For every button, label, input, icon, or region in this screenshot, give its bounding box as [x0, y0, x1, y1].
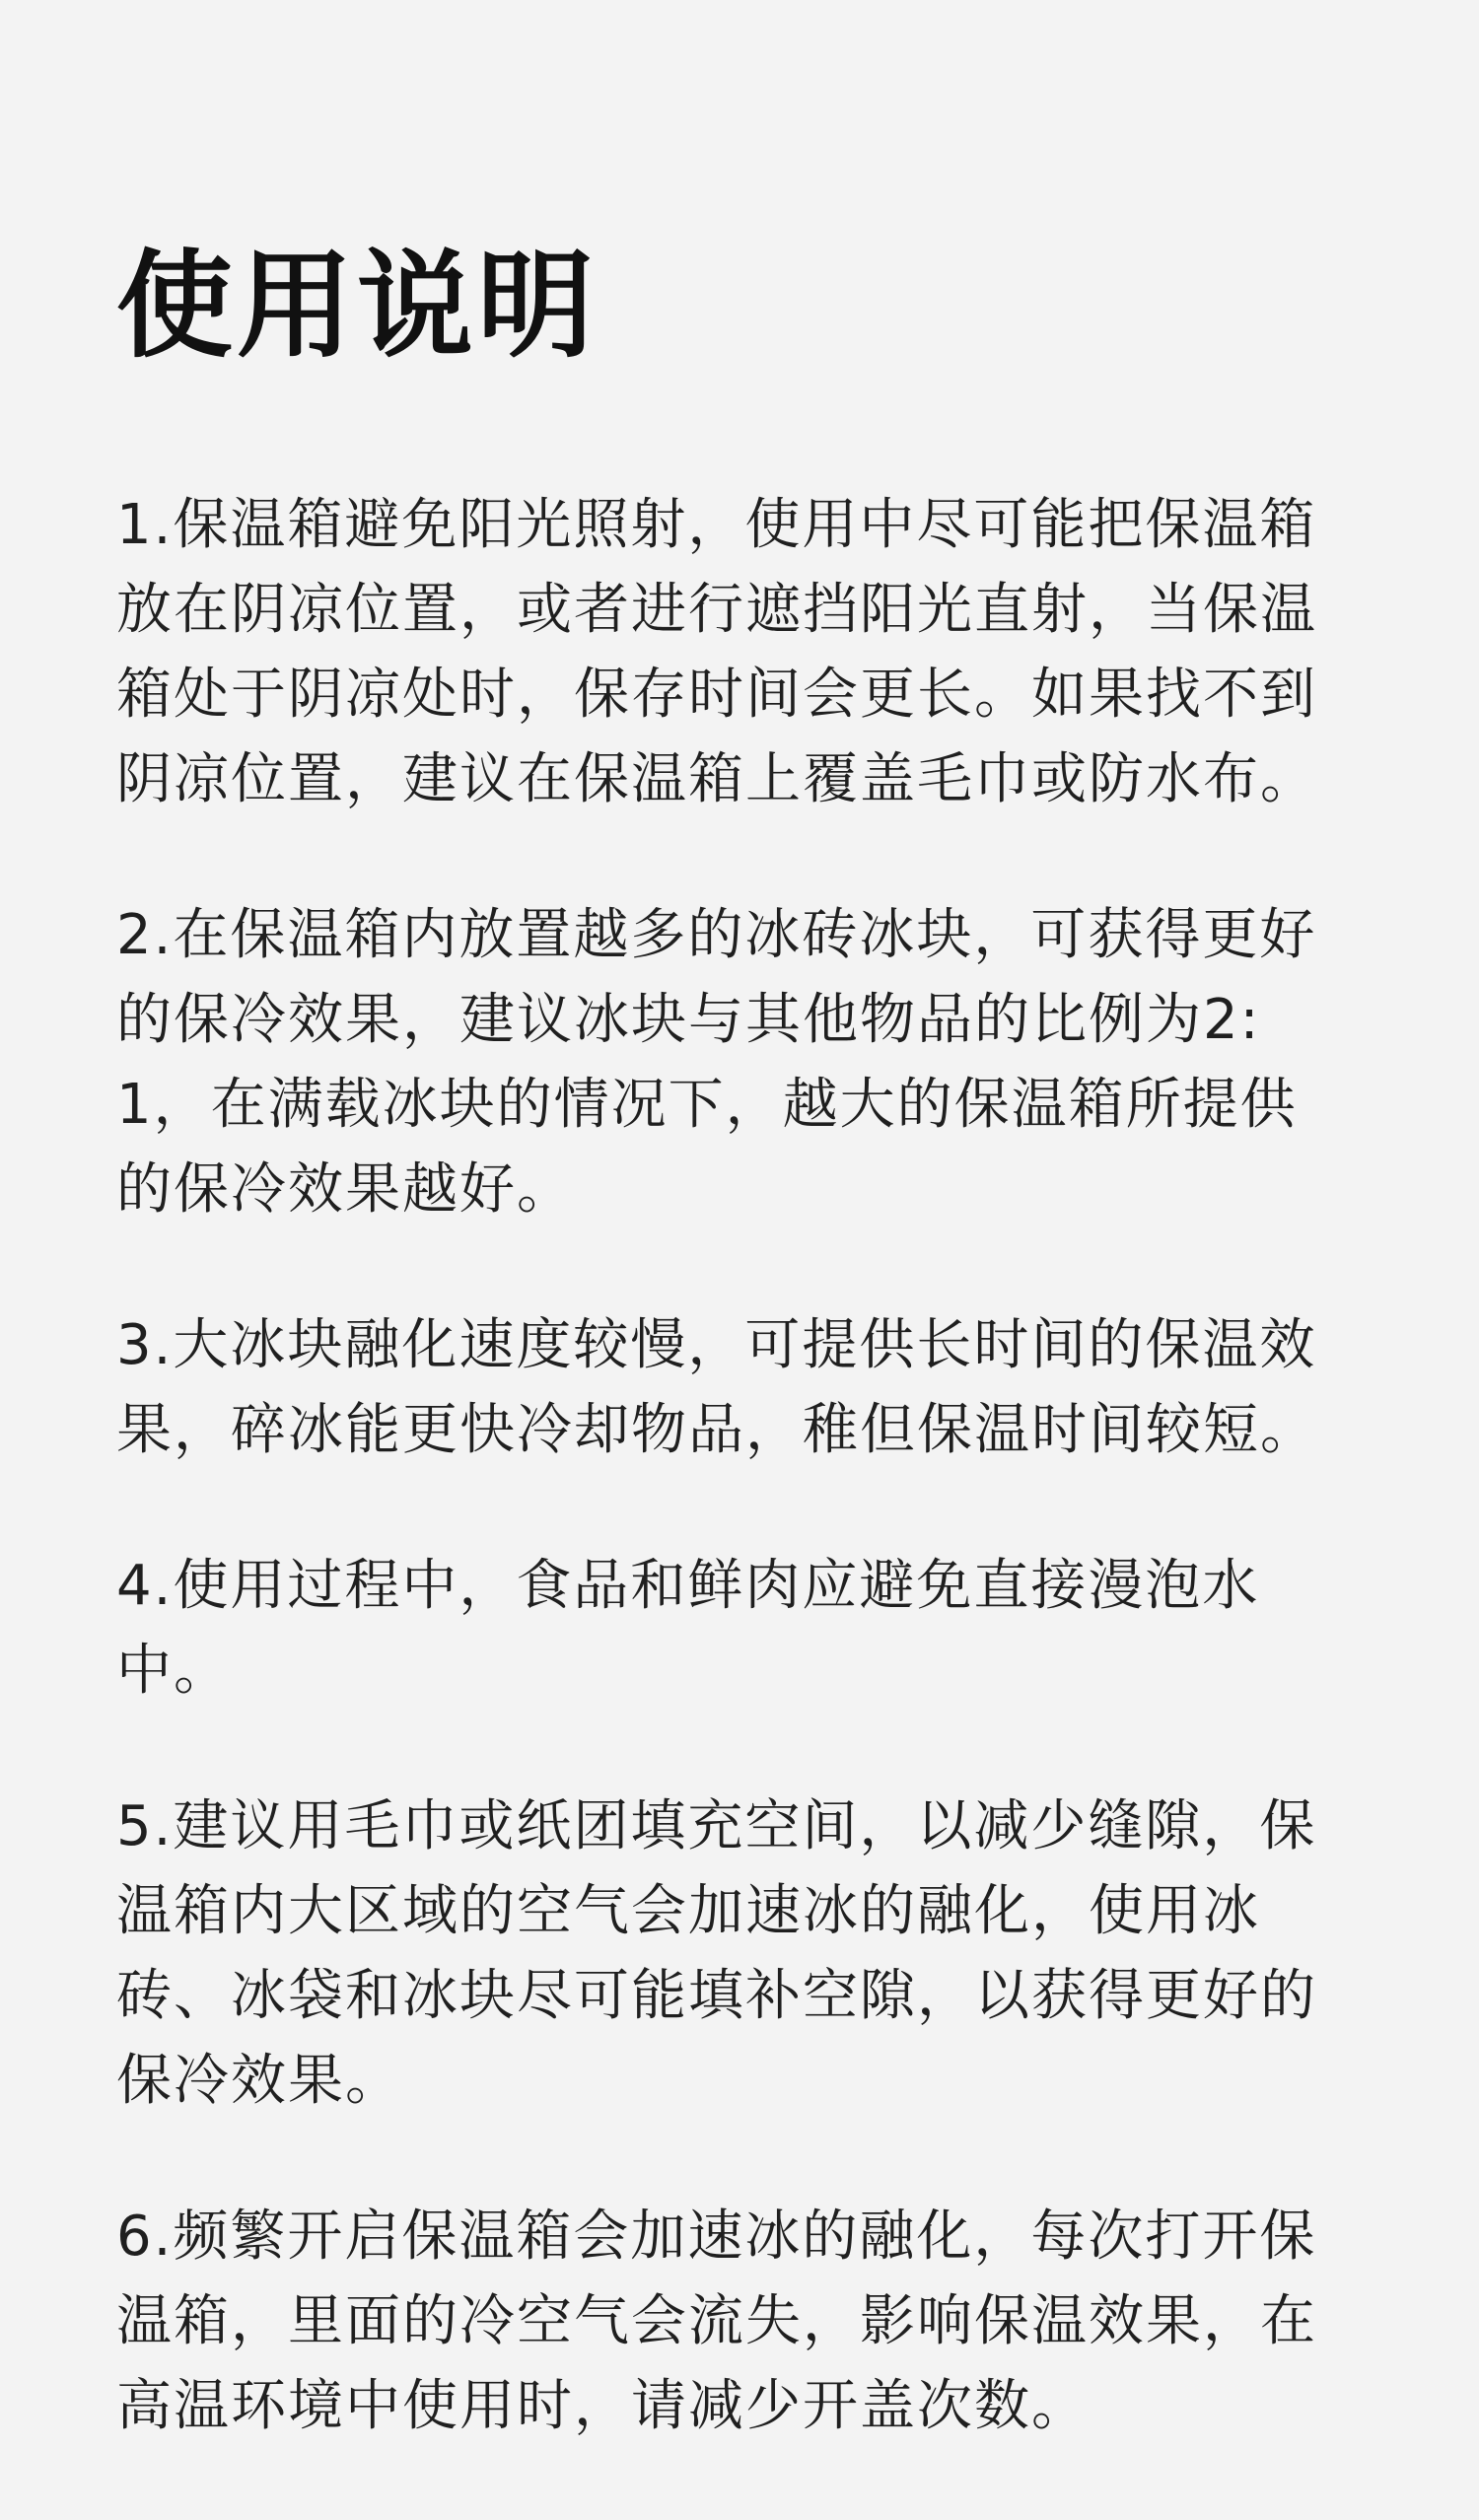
page-title: 使用说明 [116, 238, 599, 374]
instruction-item-3: 3.大冰块融化速度较慢，可提供长时间的保温效果，碎冰能更快冷却物品，稚但保温时间较短。 [116, 1313, 1317, 1462]
instruction-list [116, 483, 1349, 2449]
instruction-item-4: 4.使用过程中，食品和鲜肉应避免直接漫泡水中。 [116, 1554, 1260, 1703]
instruction-item-2: 2.在保温箱内放置越多的冰砖冰块，可获得更好的保冷效果，建议冰块与其他物品的比例为2:1，在满载冰块的情况下，越大的保温箱所提供的保冷效果越好。 [116, 903, 1317, 1222]
instructions-page [116, 237, 1349, 2520]
instruction-item-5: 5.建议用毛巾或纸团填充空间，以减少缝隙，保温箱内大区域的空气会加速冰的融化，使用冰砖、冰袋和冰块尽可能填补空隙，以获得更好的保冷效果。 [116, 1794, 1317, 2113]
instruction-item-1: 1.保温箱避免阳光照射，使用中尽可能把保温箱放在阴凉位置，或者进行遮挡阳光直射，当保温箱处于阴凉处时，保存时间会更长。如果找不到阴凉位置，建议在保温箱上覆盖毛巾或防水布。 [116, 493, 1317, 811]
instruction-item-6: 6.频繁开启保温箱会加速冰的融化，每次打开保温箱，里面的冷空气会流失，影响保温效果，在高温环境中使用时，请减少开盖次数。 [116, 2205, 1317, 2438]
